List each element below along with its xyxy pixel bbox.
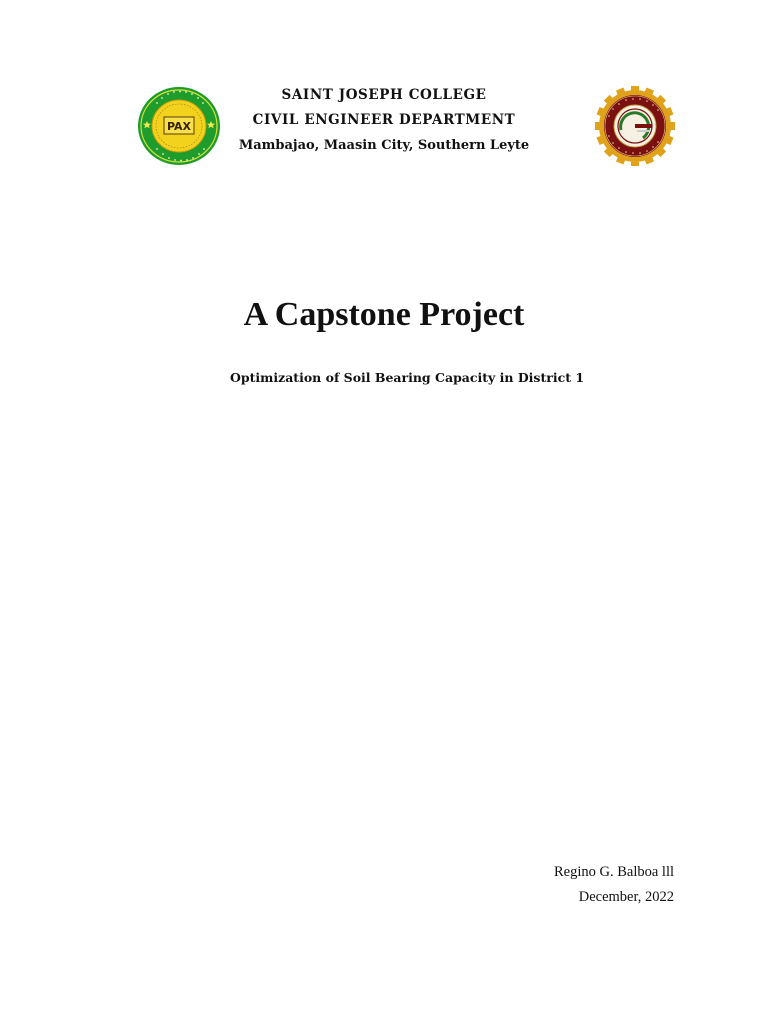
college-address: Mambajao, Maasin City, Southern Leyte xyxy=(238,138,530,153)
submission-date: December, 2022 xyxy=(578,889,674,905)
author-name: Regino G. Balboa lll xyxy=(553,864,674,880)
seal-text: PAX xyxy=(166,120,192,133)
page-title: A Capstone Project xyxy=(243,296,525,333)
project-subtitle: Optimization of Soil Bearing Capacity in District 1 xyxy=(229,370,585,385)
college-name: SAINT JOSEPH COLLEGE xyxy=(281,87,487,103)
department-name: CIVIL ENGINEER DEPARTMENT xyxy=(252,112,516,128)
civil-engineering-seal-icon xyxy=(594,86,676,166)
